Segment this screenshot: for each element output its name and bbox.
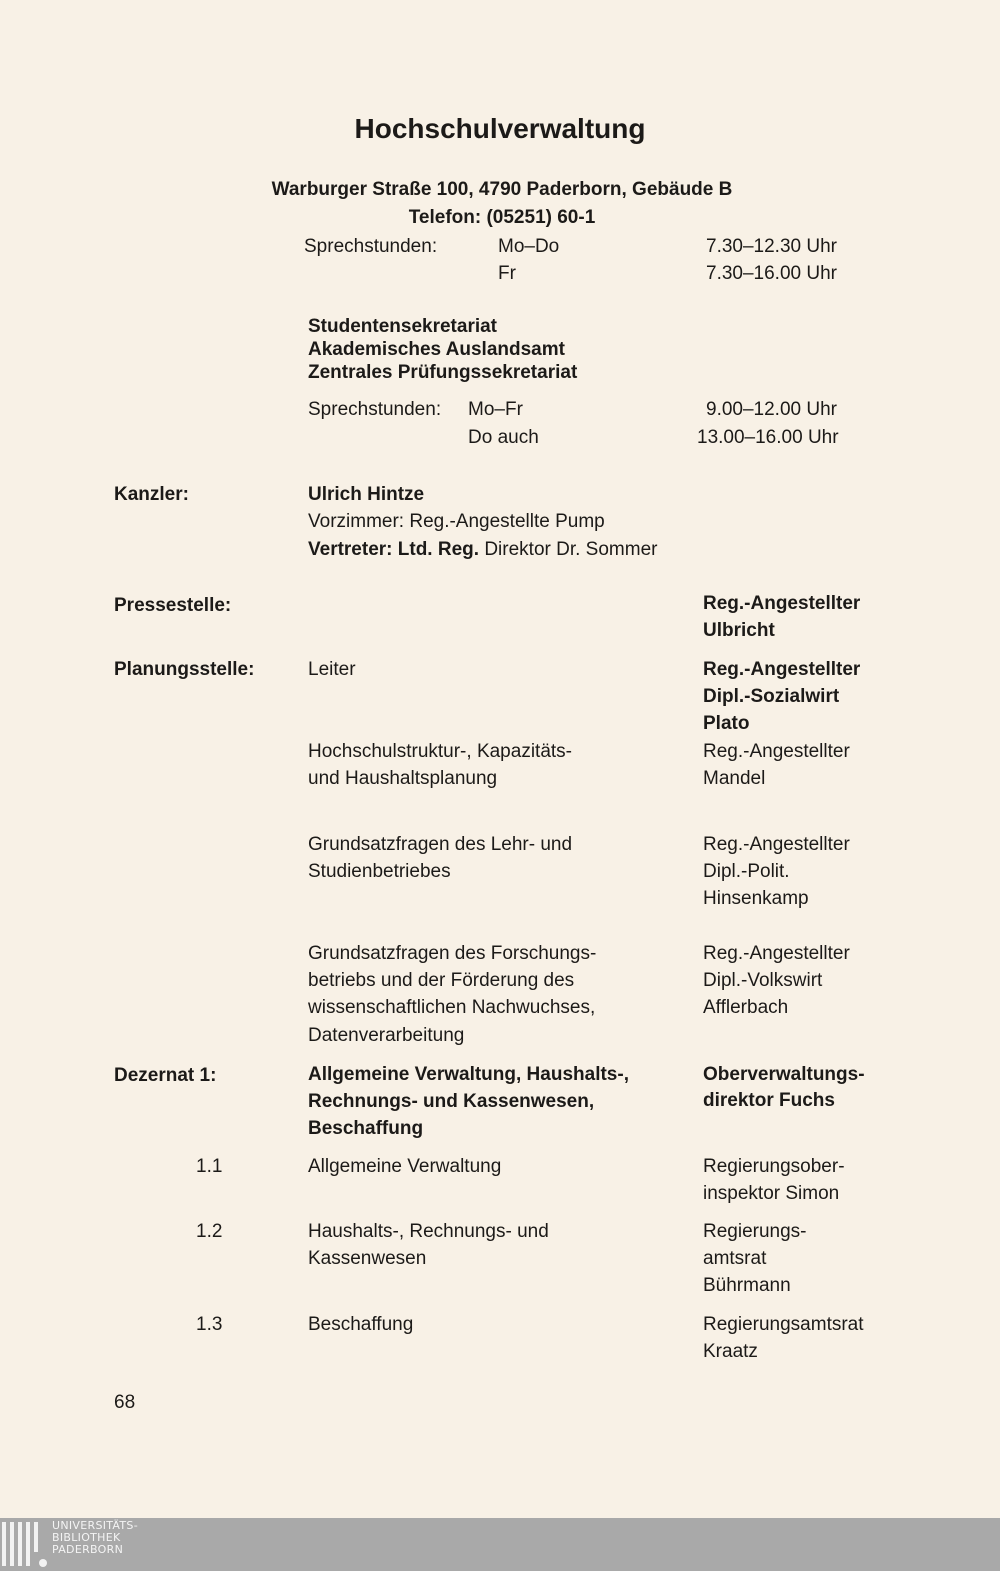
- task-3-line-3: wissenschaftlichen Nachwuchses,: [308, 997, 596, 1018]
- task-2-line-2: Studienbetriebes: [308, 861, 451, 882]
- hours1-days-2: Fr: [498, 263, 516, 284]
- task-2-person-3: Hinsenkamp: [703, 888, 809, 909]
- sub-1-task: Allgemeine Verwaltung: [308, 1156, 502, 1177]
- sub-1-number: 1.1: [196, 1156, 223, 1177]
- office-2: Akademisches Auslandsamt: [308, 339, 565, 360]
- hours2-days-1: Mo–Fr: [468, 399, 523, 420]
- leiter-person-2: Dipl.-Sozialwirt: [703, 686, 840, 707]
- kanzler-label: Kanzler:: [114, 484, 189, 505]
- planungsstelle-leiter: Leiter: [308, 659, 356, 680]
- dezernat-head-2: direktor Fuchs: [703, 1090, 835, 1111]
- hours2-label: Sprechstunden:: [308, 399, 442, 420]
- sub-3-person-2: Kraatz: [703, 1341, 758, 1362]
- kanzler-vorzimmer: Vorzimmer: Reg.-Angestellte Pump: [308, 511, 605, 532]
- phone: Telefon: (05251) 60-1: [408, 207, 596, 228]
- hours1-label: Sprechstunden:: [304, 236, 438, 257]
- hours2-time-2: 13.00–16.00 Uhr: [697, 427, 839, 448]
- hours1-time-1: 7.30–12.30 Uhr: [706, 236, 837, 257]
- task-3-person-3: Afflerbach: [703, 997, 789, 1018]
- vertreter-name: Direktor Dr. Sommer: [479, 539, 658, 560]
- kanzler-name: Ulrich Hintze: [308, 484, 425, 505]
- task-1-line-2: und Haushaltsplanung: [308, 768, 498, 789]
- pressestelle-label: Pressestelle:: [114, 595, 232, 616]
- logo-line-3: PADERBORN: [52, 1543, 124, 1556]
- office-1: Studentensekretariat: [308, 316, 498, 337]
- office-3: Zentrales Prüfungssekretariat: [308, 362, 578, 383]
- hours1-time-2: 7.30–16.00 Uhr: [706, 263, 837, 284]
- vertreter-label: Vertreter: Ltd. Reg.: [308, 539, 480, 560]
- task-3-line-4: Datenverarbeitung: [308, 1025, 465, 1046]
- sub-3-person-1: Regierungsamtsrat: [703, 1314, 864, 1335]
- sub-2-person-2: amtsrat: [703, 1248, 767, 1269]
- leiter-person-3: Plato: [703, 713, 750, 734]
- dezernat-title-1: Allgemeine Verwaltung, Haushalts-,: [308, 1064, 629, 1085]
- planungsstelle-label: Planungsstelle:: [114, 659, 255, 680]
- hours2-days-2: Do auch: [468, 427, 539, 448]
- task-3-person-2: Dipl.-Volkswirt: [703, 970, 823, 991]
- task-1-person-1: Reg.-Angestellter: [703, 741, 850, 762]
- hours1-days-1: Mo–Do: [498, 236, 560, 257]
- library-logo-text: [52, 1520, 138, 1556]
- task-3-line-2: betriebs und der Förderung des: [308, 970, 575, 991]
- library-footer-bar: [0, 1518, 1000, 1571]
- sub-2-task-1: Haushalts-, Rechnungs- und: [308, 1221, 549, 1242]
- page-number: 68: [114, 1392, 136, 1413]
- sub-2-person-1: Regierungs-: [703, 1221, 807, 1242]
- task-1-person-2: Mandel: [703, 768, 766, 789]
- dezernat-head-1: Oberverwaltungs-: [703, 1064, 865, 1085]
- task-2-person-2: Dipl.-Polit.: [703, 861, 790, 882]
- logo-line-1: UNIVERSITÄTS-: [52, 1519, 138, 1532]
- dezernat-title-2: Rechnungs- und Kassenwesen,: [308, 1091, 595, 1112]
- pressestelle-person-2: Ulbricht: [703, 620, 775, 641]
- sub-2-person-3: Bührmann: [703, 1275, 791, 1296]
- address: Warburger Straße 100, 4790 Paderborn, Gebäude B: [271, 179, 733, 200]
- task-3-person-1: Reg.-Angestellter: [703, 943, 850, 964]
- sub-1-person-1: Regierungsober-: [703, 1156, 845, 1177]
- sub-2-task-2: Kassenwesen: [308, 1248, 427, 1269]
- leiter-person-1: Reg.-Angestellter: [703, 659, 861, 680]
- task-3-line-1: Grundsatzfragen des Forschungs-: [308, 943, 597, 964]
- hours2-time-1: 9.00–12.00 Uhr: [706, 399, 837, 420]
- logo-line-2: BIBLIOTHEK: [52, 1531, 121, 1544]
- sub-3-task: Beschaffung: [308, 1314, 414, 1335]
- pressestelle-person-1: Reg.-Angestellter: [703, 593, 861, 614]
- dezernat-label: Dezernat 1:: [114, 1065, 217, 1086]
- task-2-person-1: Reg.-Angestellter: [703, 834, 850, 855]
- sub-1-person-2: inspektor Simon: [703, 1183, 840, 1204]
- sub-2-number: 1.2: [196, 1221, 223, 1242]
- kanzler-vertreter: [308, 536, 657, 563]
- task-2-line-1: Grundsatzfragen des Lehr- und: [308, 834, 573, 855]
- dezernat-title-3: Beschaffung: [308, 1118, 424, 1139]
- page-title: Hochschulverwaltung: [354, 113, 646, 144]
- task-1-line-1: Hochschulstruktur-, Kapazitäts-: [308, 741, 572, 762]
- sub-3-number: 1.3: [196, 1314, 223, 1335]
